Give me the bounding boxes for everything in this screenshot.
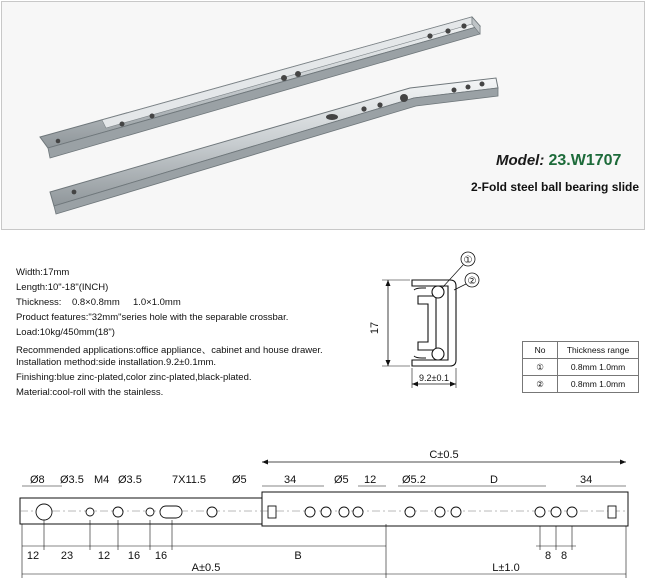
c-label: C±0.5	[429, 449, 459, 461]
top-label-d5-b: Ø5	[334, 474, 349, 486]
bottom-label-8-b: 8	[560, 550, 568, 562]
model-line	[496, 152, 621, 170]
height-label: 17	[369, 321, 381, 335]
bottom-label-23: 23	[60, 550, 74, 562]
bottom-label-8-a: 8	[544, 550, 552, 562]
spec-material: Material:cool-roll with the stainless.	[16, 387, 164, 398]
product-photo-panel	[1, 1, 645, 230]
spec-load: Load:10kg/450mm(18")	[16, 327, 115, 338]
ball-bottom	[432, 348, 444, 360]
spec-installation: Installation method:side installation.9.2±0.1mm.	[16, 357, 217, 368]
table-header-row	[523, 342, 639, 359]
spec-applications: Recommended applications:office appliance、cabinet and house drawer.	[16, 345, 323, 356]
model-code: 23.W1707	[548, 152, 622, 169]
bottom-label-12-a: 12	[26, 550, 40, 562]
row-no: ①	[523, 359, 558, 376]
top-label-12: 12	[364, 474, 377, 486]
header-no: No	[523, 342, 558, 359]
top-label-d3-5-b: Ø3.5	[118, 474, 142, 486]
hole-pattern-drawing	[0, 446, 648, 586]
table-row	[523, 359, 639, 376]
bottom-label-16-a: 16	[127, 550, 141, 562]
top-label-7x11-5: 7X11.5	[172, 474, 207, 486]
table-row	[523, 376, 639, 393]
marker-1: ①	[463, 255, 473, 266]
width-label: 9.2±0.1	[419, 373, 449, 383]
thickness-table	[522, 341, 639, 393]
top-label-34-b: 34	[580, 474, 593, 486]
slide-photo	[2, 2, 646, 231]
spec-thickness: Thickness: 0.8×0.8mm 1.0×1.0mm	[16, 297, 181, 308]
bottom-label-12-b: 12	[97, 550, 111, 562]
top-label-m4: M4	[94, 474, 110, 486]
product-subtitle: 2-Fold steel ball bearing slide	[471, 180, 640, 194]
row-no: ②	[523, 376, 558, 393]
spec-length: Length:10"-18"(INCH)	[16, 282, 109, 293]
l-label: L±1.0	[492, 562, 520, 574]
top-label-d5-a: Ø5	[232, 474, 247, 486]
model-label: Model:	[496, 152, 545, 169]
slide-lower-image	[50, 78, 498, 214]
top-label-d8: Ø8	[30, 474, 45, 486]
row-range: 0.8mm 1.0mm	[558, 359, 639, 376]
a-label: A±0.5	[191, 562, 221, 574]
bottom-label-16-b: 16	[154, 550, 168, 562]
inner-rail	[418, 296, 436, 350]
top-label-d5-2: Ø5.2	[402, 474, 426, 486]
top-label-d: D	[490, 474, 498, 486]
bottom-label-b: B	[294, 550, 302, 562]
row-range: 0.8mm 1.0mm	[558, 376, 639, 393]
spec-width: Width:17mm	[16, 267, 70, 278]
profile-drawing	[366, 244, 506, 404]
marker-2: ②	[467, 276, 477, 287]
spec-finishing: Finishing:blue zinc-plated,color zinc-plated,black-plated.	[16, 372, 252, 383]
top-label-d3-5-a: Ø3.5	[60, 474, 84, 486]
header-thickness: Thickness range	[558, 342, 639, 359]
spec-features: Product features:"32mm"series hole with the separable crossbar.	[16, 312, 289, 323]
top-label-34-a: 34	[284, 474, 297, 486]
